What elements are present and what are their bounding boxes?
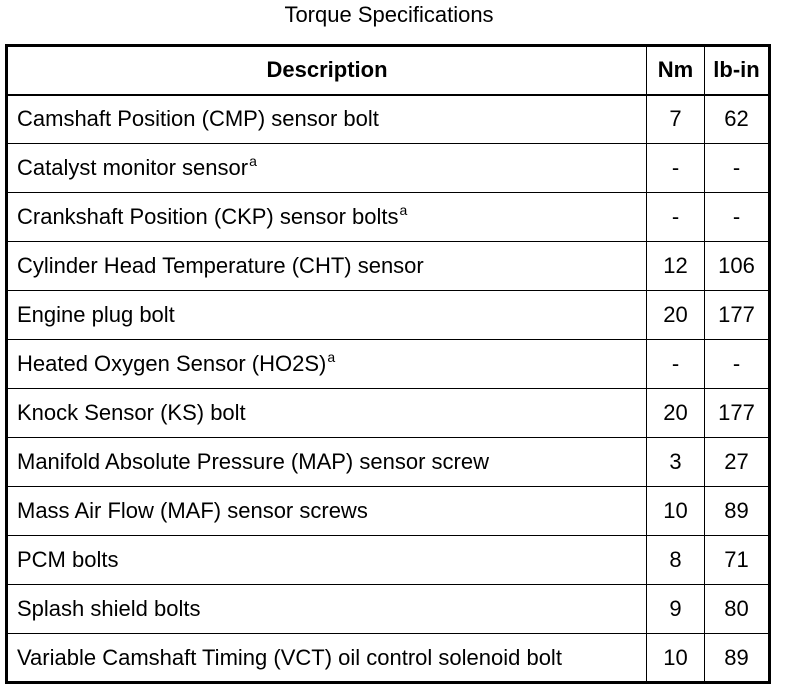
row-description bbox=[7, 193, 647, 242]
row-description bbox=[7, 438, 647, 487]
row-lbin: - bbox=[705, 340, 770, 389]
footnote-marker: a bbox=[327, 348, 336, 365]
row-description bbox=[7, 389, 647, 438]
row-nm: 20 bbox=[647, 291, 705, 340]
description-text: Mass Air Flow (MAF) sensor screws bbox=[17, 498, 368, 523]
description-text: Knock Sensor (KS) bolt bbox=[17, 400, 246, 425]
description-text: Splash shield bolts bbox=[17, 596, 201, 621]
description-text: Cylinder Head Temperature (CHT) sensor bbox=[17, 253, 424, 278]
table-row bbox=[7, 536, 770, 585]
description-text: Manifold Absolute Pressure (MAP) sensor screw bbox=[17, 449, 489, 474]
row-nm: 10 bbox=[647, 634, 705, 683]
row-nm: 10 bbox=[647, 487, 705, 536]
row-nm: 3 bbox=[647, 438, 705, 487]
row-lbin: 71 bbox=[705, 536, 770, 585]
footnote-marker: a bbox=[399, 201, 408, 218]
row-nm: - bbox=[647, 144, 705, 193]
table-row bbox=[7, 585, 770, 634]
table-row bbox=[7, 193, 770, 242]
row-description bbox=[7, 242, 647, 291]
header-nm: Nm bbox=[647, 46, 705, 95]
row-nm: 7 bbox=[647, 95, 705, 144]
row-lbin: 89 bbox=[705, 487, 770, 536]
description-text: Heated Oxygen Sensor (HO2S) bbox=[17, 351, 327, 376]
row-nm: - bbox=[647, 340, 705, 389]
row-nm: 9 bbox=[647, 585, 705, 634]
description-text: Catalyst monitor sensor bbox=[17, 155, 249, 180]
row-lbin: 62 bbox=[705, 95, 770, 144]
header-row bbox=[7, 46, 770, 95]
row-nm: 8 bbox=[647, 536, 705, 585]
row-nm: 20 bbox=[647, 389, 705, 438]
row-nm: - bbox=[647, 193, 705, 242]
table-row bbox=[7, 144, 770, 193]
torque-spec-table bbox=[5, 44, 771, 684]
table-row bbox=[7, 242, 770, 291]
table-row bbox=[7, 340, 770, 389]
description-text: Camshaft Position (CMP) sensor bolt bbox=[17, 106, 379, 132]
table-row bbox=[7, 438, 770, 487]
table-row bbox=[7, 634, 770, 683]
row-description bbox=[7, 144, 647, 193]
description-text: Variable Camshaft Timing (VCT) oil control solenoid bolt bbox=[17, 644, 562, 670]
row-description bbox=[7, 585, 647, 634]
footnote-marker: a bbox=[249, 152, 257, 169]
row-description bbox=[7, 634, 647, 683]
row-description bbox=[7, 291, 647, 340]
table-row bbox=[7, 487, 770, 536]
description-text: PCM bolts bbox=[17, 547, 119, 572]
table-row bbox=[7, 95, 770, 144]
row-description bbox=[7, 95, 647, 144]
row-lbin: 177 bbox=[705, 291, 770, 340]
header-description: Description bbox=[7, 46, 647, 95]
table-caption: Torque Specifications bbox=[284, 2, 494, 27]
row-description bbox=[7, 487, 647, 536]
table-row bbox=[7, 389, 770, 438]
description-text: Crankshaft Position (CKP) sensor bolts bbox=[17, 204, 399, 229]
table-row bbox=[7, 291, 770, 340]
row-lbin: 106 bbox=[705, 242, 770, 291]
row-lbin: 177 bbox=[705, 389, 770, 438]
row-lbin: 89 bbox=[705, 634, 770, 683]
header-lbin: lb-in bbox=[705, 46, 770, 95]
row-description bbox=[7, 536, 647, 585]
row-lbin: - bbox=[705, 144, 770, 193]
description-text: Engine plug bolt bbox=[17, 302, 175, 327]
row-lbin: 80 bbox=[705, 585, 770, 634]
row-lbin: - bbox=[705, 193, 770, 242]
row-nm: 12 bbox=[647, 242, 705, 291]
row-description bbox=[7, 340, 647, 389]
row-lbin: 27 bbox=[705, 438, 770, 487]
